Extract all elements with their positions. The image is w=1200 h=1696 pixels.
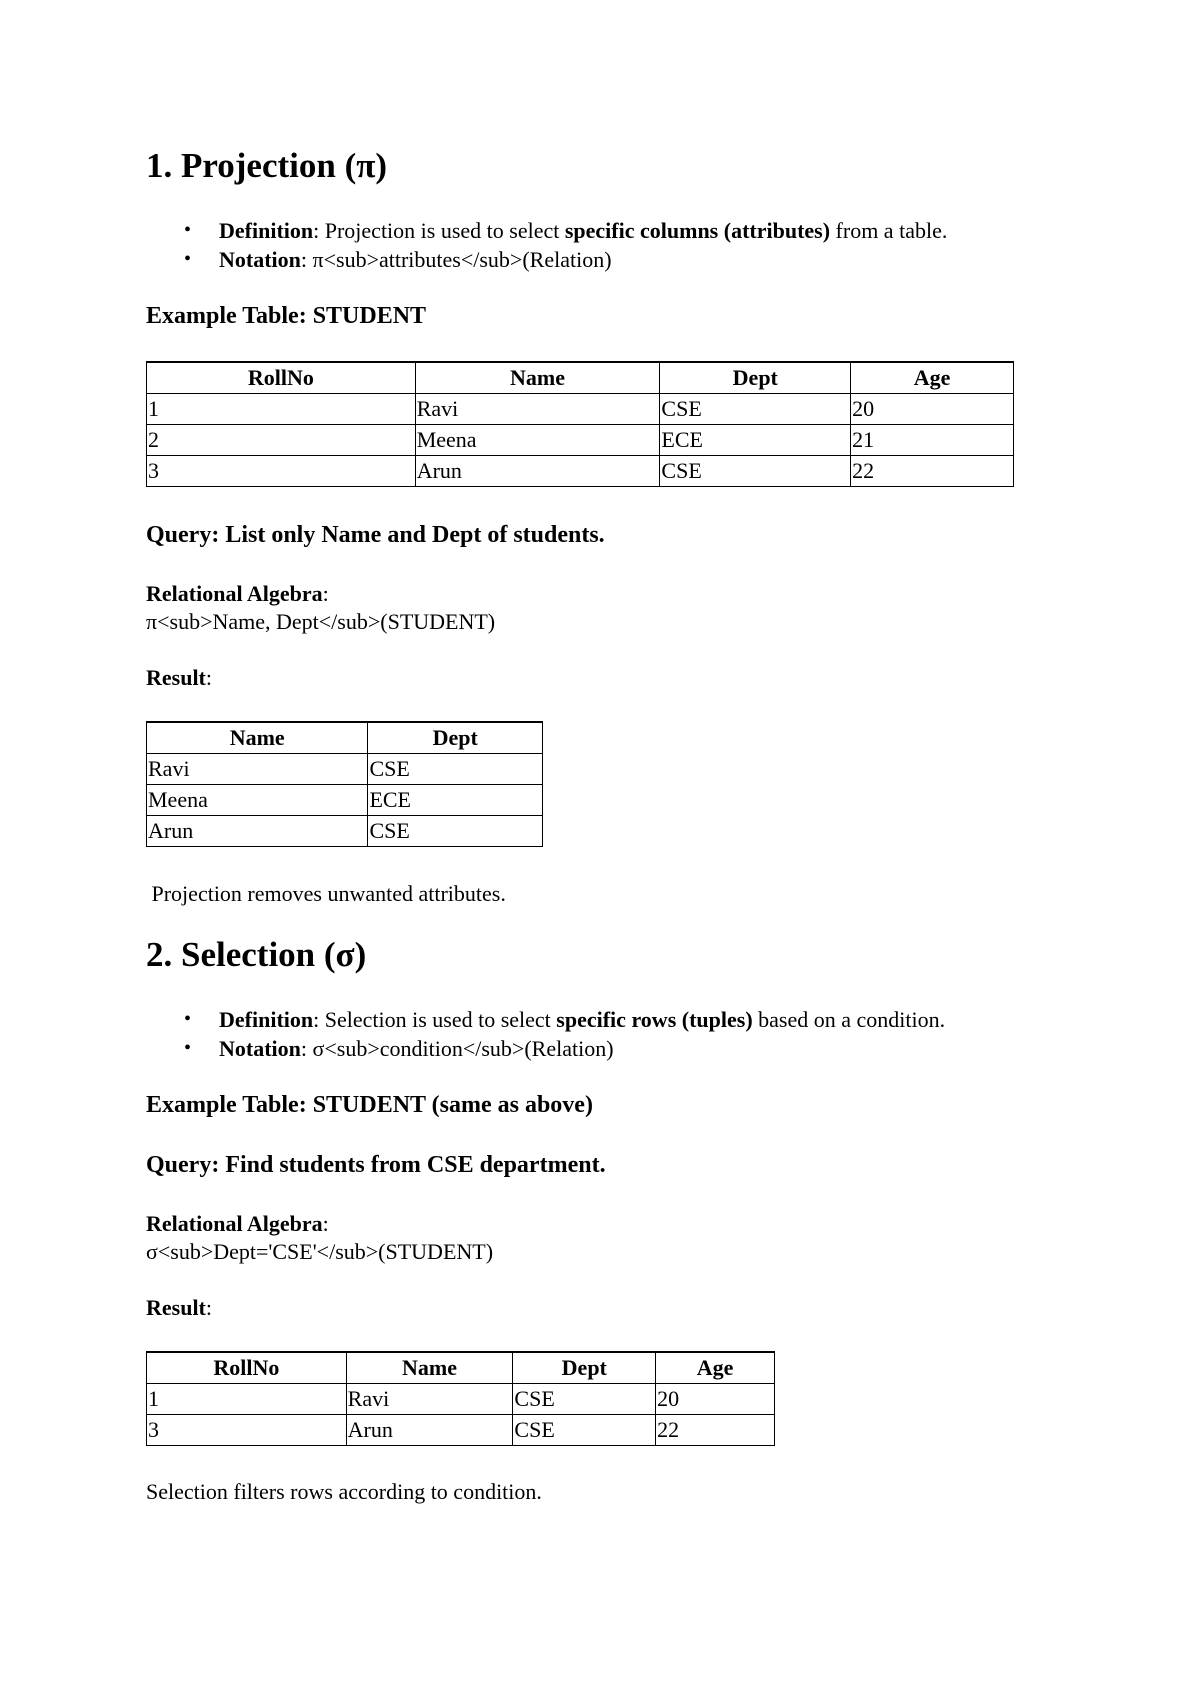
selection-bullet-list — [146, 1005, 945, 1063]
table-cell: Meena — [147, 785, 368, 816]
table-cell: 22 — [851, 456, 1014, 487]
table-cell: 1 — [147, 394, 416, 425]
table-header-cell: Name — [147, 722, 368, 754]
table-cell: ECE — [660, 425, 851, 456]
projection-definition-item — [146, 216, 947, 245]
table-cell: CSE — [660, 456, 851, 487]
definition-text: : Projection is used to select — [313, 218, 565, 243]
ra-colon: : — [322, 1211, 329, 1236]
projection-result-label — [146, 664, 212, 692]
selection-notation-item — [146, 1034, 945, 1063]
projection-query: Query: List only Name and Dept of students. — [146, 522, 605, 548]
table-row — [147, 1415, 775, 1446]
definition-label: Definition — [219, 1007, 314, 1032]
table-cell: CSE — [368, 816, 543, 847]
bullet-icon: • — [184, 248, 192, 270]
table-row — [147, 816, 543, 847]
projection-example-heading: Example Table: STUDENT — [146, 303, 427, 329]
table-row — [147, 1384, 775, 1415]
table-cell: Meena — [415, 425, 660, 456]
notation-text: : π<sub>attributes</sub>(Relation) — [300, 247, 612, 272]
table-header-cell: Age — [656, 1352, 775, 1384]
table-cell: CSE — [513, 1384, 656, 1415]
ra-expression: π<sub>Name, Dept</sub>(STUDENT) — [146, 609, 496, 634]
table-cell: Arun — [346, 1415, 513, 1446]
table-cell: CSE — [513, 1415, 656, 1446]
notation-label: Notation — [219, 247, 301, 272]
table-cell: Ravi — [415, 394, 660, 425]
table-header-cell: Dept — [513, 1352, 656, 1384]
result-colon: : — [205, 665, 213, 690]
table-cell: Ravi — [346, 1384, 513, 1415]
projection-note: Projection removes unwanted attributes. — [146, 881, 506, 906]
table-header-cell: Dept — [660, 362, 851, 394]
table-header-cell: Dept — [368, 722, 543, 754]
selection-example-heading: Example Table: STUDENT (same as above) — [146, 1092, 593, 1118]
selection-note: Selection filters rows according to condition. — [146, 1479, 542, 1504]
table-header-cell: RollNo — [147, 1352, 347, 1384]
table-row — [147, 425, 1014, 456]
definition-bold-text: specific rows (tuples) — [556, 1007, 753, 1032]
table-row — [147, 394, 1014, 425]
table-cell: 21 — [851, 425, 1014, 456]
notation-label: Notation — [219, 1036, 301, 1061]
table-header-cell: Name — [346, 1352, 513, 1384]
result-colon: : — [205, 1295, 213, 1320]
projection-notation-item — [146, 245, 947, 274]
table-cell: 3 — [147, 456, 416, 487]
definition-text: : Selection is used to select — [313, 1007, 557, 1032]
table-cell: ECE — [368, 785, 543, 816]
table-cell: 22 — [656, 1415, 775, 1446]
selection-relational-algebra — [146, 1210, 493, 1266]
result-label: Result — [146, 665, 206, 690]
student-table — [146, 361, 1014, 487]
table-cell: Arun — [415, 456, 660, 487]
table-header-cell: Name — [415, 362, 660, 394]
table-cell: CSE — [368, 754, 543, 785]
bullet-icon: • — [184, 219, 192, 241]
table-row — [147, 785, 543, 816]
ra-label: Relational Algebra — [146, 1211, 323, 1236]
selection-result-table — [146, 1351, 775, 1446]
table-cell: Arun — [147, 816, 368, 847]
projection-result-table — [146, 721, 543, 847]
ra-expression: σ<sub>Dept='CSE'</sub>(STUDENT) — [146, 1239, 494, 1264]
selection-heading: 2. Selection (σ) — [146, 935, 367, 974]
table-header-row — [147, 1352, 775, 1384]
bullet-icon: • — [184, 1008, 192, 1030]
table-row — [147, 754, 543, 785]
ra-label: Relational Algebra — [146, 581, 323, 606]
table-cell: 3 — [147, 1415, 347, 1446]
bullet-icon: • — [184, 1037, 192, 1059]
definition-bold-text: specific columns (attributes) — [564, 218, 831, 243]
selection-definition-item — [146, 1005, 945, 1034]
definition-label: Definition — [219, 218, 314, 243]
table-cell: 1 — [147, 1384, 347, 1415]
table-header-cell: RollNo — [147, 362, 416, 394]
projection-heading: 1. Projection (π) — [146, 146, 388, 185]
notation-text: : σ<sub>condition</sub>(Relation) — [300, 1036, 614, 1061]
table-cell: Ravi — [147, 754, 368, 785]
table-cell: 20 — [656, 1384, 775, 1415]
table-header-cell: Age — [851, 362, 1014, 394]
definition-text-end: from a table. — [830, 218, 948, 243]
table-cell: 2 — [147, 425, 416, 456]
projection-relational-algebra — [146, 580, 495, 636]
selection-result-label — [146, 1294, 212, 1322]
table-cell: CSE — [660, 394, 851, 425]
definition-text-end: based on a condition. — [752, 1007, 946, 1032]
ra-colon: : — [322, 581, 329, 606]
selection-query: Query: Find students from CSE department. — [146, 1152, 606, 1178]
table-header-row — [147, 362, 1014, 394]
result-label: Result — [146, 1295, 206, 1320]
projection-bullet-list — [146, 216, 947, 274]
table-header-row — [147, 722, 543, 754]
table-row — [147, 456, 1014, 487]
table-cell: 20 — [851, 394, 1014, 425]
